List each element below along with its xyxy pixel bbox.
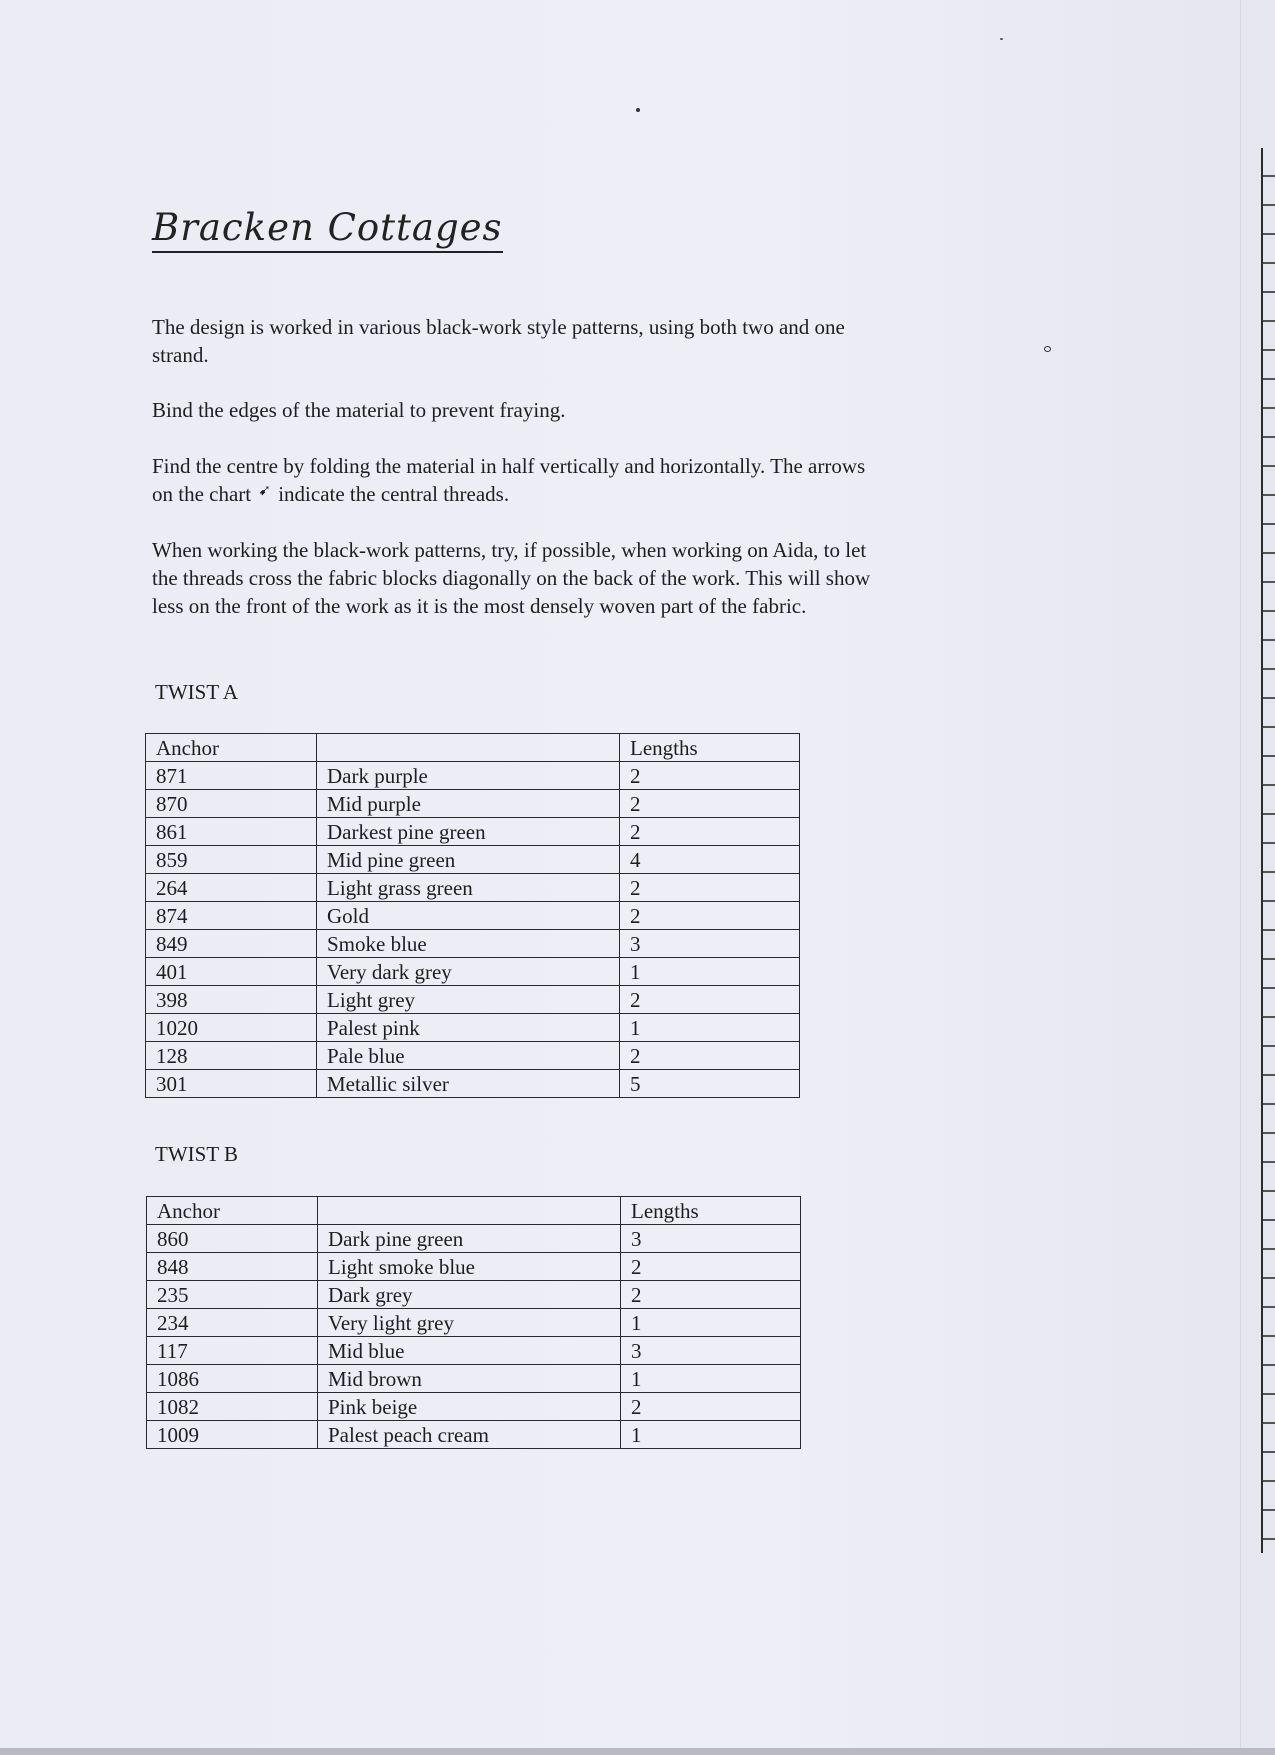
scan-speck	[1000, 38, 1003, 40]
table-row	[146, 762, 800, 790]
colour-name-cell: Very light grey	[318, 1309, 621, 1337]
header-cell	[318, 1197, 621, 1225]
lengths-cell: 2	[621, 1281, 801, 1309]
anchor-number-cell: 1086	[147, 1365, 318, 1393]
lengths-cell: 3	[621, 1225, 801, 1253]
colour-name-cell: Light grass green	[317, 874, 620, 902]
header-cell: Anchor	[146, 734, 317, 762]
anchor-number-cell: 234	[147, 1309, 318, 1337]
colour-name-cell: Light grey	[317, 986, 620, 1014]
lengths-cell: 2	[620, 790, 800, 818]
colour-name-cell: Darkest pine green	[317, 818, 620, 846]
lengths-cell: 2	[620, 986, 800, 1014]
scan-speck	[1044, 346, 1051, 352]
table-row	[147, 1281, 801, 1309]
header-cell	[317, 734, 620, 762]
colour-name-cell: Mid blue	[318, 1337, 621, 1365]
anchor-number-cell: 848	[147, 1253, 318, 1281]
colour-name-cell: Mid purple	[317, 790, 620, 818]
centre-paragraph	[152, 452, 872, 510]
anchor-number-cell: 301	[146, 1070, 317, 1098]
header-cell: Lengths	[621, 1197, 801, 1225]
colour-name-cell: Metallic silver	[317, 1070, 620, 1098]
colour-name-cell: Palest pink	[317, 1014, 620, 1042]
table-row	[146, 1014, 800, 1042]
anchor-number-cell: 874	[146, 902, 317, 930]
anchor-number-cell: 128	[146, 1042, 317, 1070]
twist-b-label: TWIST B	[155, 1142, 239, 1166]
anchor-number-cell: 860	[147, 1225, 318, 1253]
table-row	[146, 958, 800, 986]
lengths-cell: 2	[621, 1253, 801, 1281]
table-row	[146, 1070, 800, 1098]
centre-text-start: Find the centre by folding the material in half vertically and horizontally. The arrows on the chart	[152, 454, 866, 506]
colour-name-cell: Dark grey	[318, 1281, 621, 1309]
lengths-cell: 2	[620, 818, 800, 846]
anchor-number-cell: 401	[146, 958, 317, 986]
lengths-cell: 1	[621, 1365, 801, 1393]
colour-name-cell: Pink beige	[318, 1393, 621, 1421]
lengths-cell: 2	[620, 1042, 800, 1070]
table-row	[146, 874, 800, 902]
lengths-cell: 1	[620, 958, 800, 986]
lengths-cell: 5	[620, 1070, 800, 1098]
lengths-cell: 3	[620, 930, 800, 958]
page-fold-line	[1240, 0, 1241, 1755]
anchor-number-cell: 861	[146, 818, 317, 846]
anchor-number-cell: 849	[146, 930, 317, 958]
central-arrows-icon: ➹	[258, 481, 271, 499]
anchor-number-cell: 398	[146, 986, 317, 1014]
table-row	[146, 1042, 800, 1070]
table-row	[146, 930, 800, 958]
colour-name-cell: Dark purple	[317, 762, 620, 790]
table-header-row	[147, 1197, 801, 1225]
colour-name-cell: Gold	[317, 902, 620, 930]
table-row	[146, 818, 800, 846]
anchor-number-cell: 870	[146, 790, 317, 818]
colour-name-cell: Mid brown	[318, 1365, 621, 1393]
twist-a-table	[145, 733, 800, 1098]
colour-name-cell: Pale blue	[317, 1042, 620, 1070]
lengths-cell: 4	[620, 846, 800, 874]
colour-name-cell: Mid pine green	[317, 846, 620, 874]
anchor-number-cell: 1082	[147, 1393, 318, 1421]
table-row	[146, 790, 800, 818]
lengths-cell: 1	[621, 1309, 801, 1337]
scan-bottom-edge	[0, 1748, 1275, 1755]
scan-speck	[636, 108, 640, 112]
twist-a-label: TWIST A	[155, 680, 239, 704]
anchor-number-cell: 1020	[146, 1014, 317, 1042]
table-row	[147, 1393, 801, 1421]
table-row	[146, 846, 800, 874]
intro-paragraph: The design is worked in various black-work style patterns, using both two and one strand.	[152, 315, 845, 367]
table-row	[147, 1225, 801, 1253]
anchor-number-cell: 117	[147, 1337, 318, 1365]
header-cell: Lengths	[620, 734, 800, 762]
colour-name-cell: Dark pine green	[318, 1225, 621, 1253]
centre-text-end: indicate the central threads.	[278, 482, 510, 506]
table-row	[147, 1253, 801, 1281]
colour-name-cell: Very dark grey	[317, 958, 620, 986]
lengths-cell: 3	[621, 1337, 801, 1365]
anchor-number-cell: 871	[146, 762, 317, 790]
table-row	[146, 902, 800, 930]
table-row	[146, 986, 800, 1014]
lengths-cell: 2	[621, 1393, 801, 1421]
binding-paragraph: Bind the edges of the material to prevent fraying.	[152, 398, 566, 422]
colour-name-cell: Palest peach cream	[318, 1421, 621, 1449]
lengths-cell: 2	[620, 762, 800, 790]
blackwork-paragraph: When working the black-work patterns, try, if possible, when working on Aida, to let the threads cross the fabric blocks diagonally on the back of the work. This will show less on the front of the work as it is the most densely woven part of the fabric.	[152, 538, 871, 618]
page-title: Bracken Cottages	[152, 205, 503, 253]
anchor-number-cell: 264	[146, 874, 317, 902]
colour-name-cell: Smoke blue	[317, 930, 620, 958]
next-page-ruled-edge	[1261, 148, 1275, 1553]
table-row	[147, 1337, 801, 1365]
twist-b-table	[146, 1196, 801, 1449]
table-row	[147, 1421, 801, 1449]
anchor-number-cell: 859	[146, 846, 317, 874]
lengths-cell: 1	[620, 1014, 800, 1042]
colour-name-cell: Light smoke blue	[318, 1253, 621, 1281]
lengths-cell: 2	[620, 902, 800, 930]
table-row	[147, 1309, 801, 1337]
table-row	[147, 1365, 801, 1393]
lengths-cell: 2	[620, 874, 800, 902]
table-header-row	[146, 734, 800, 762]
header-cell: Anchor	[147, 1197, 318, 1225]
lengths-cell: 1	[621, 1421, 801, 1449]
anchor-number-cell: 1009	[147, 1421, 318, 1449]
anchor-number-cell: 235	[147, 1281, 318, 1309]
